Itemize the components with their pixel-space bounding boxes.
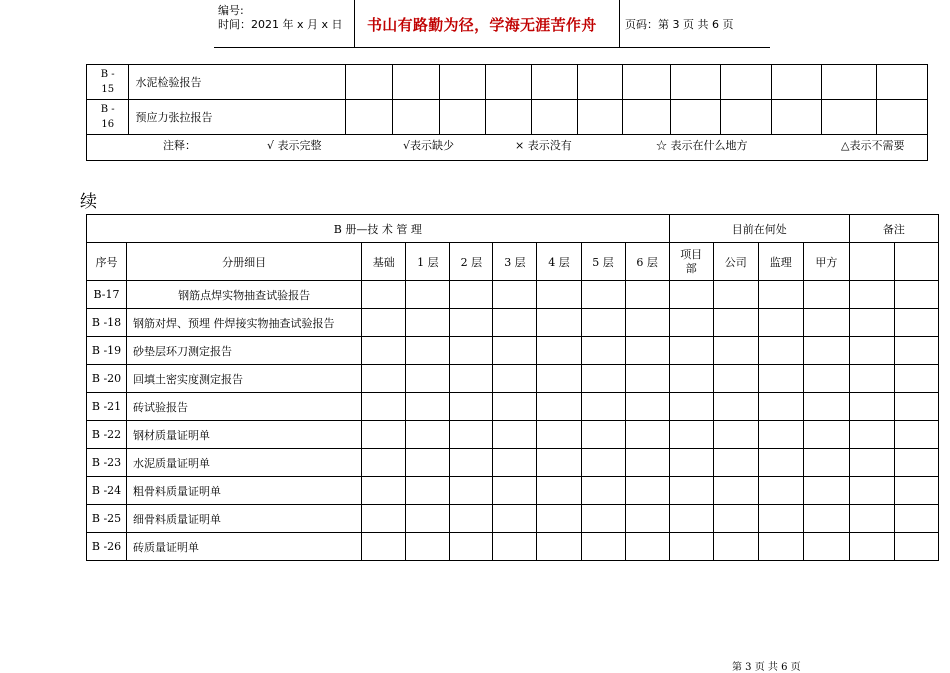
table-row: [87, 281, 939, 309]
status-cell[interactable]: [849, 533, 894, 561]
status-cell[interactable]: [450, 337, 493, 365]
status-cell[interactable]: [493, 449, 537, 477]
status-cell[interactable]: [670, 100, 720, 135]
status-cell[interactable]: [625, 449, 669, 477]
status-cell[interactable]: [450, 533, 493, 561]
status-cell[interactable]: [537, 449, 581, 477]
status-cell[interactable]: [493, 393, 537, 421]
top-records-table: [86, 64, 928, 161]
status-cell[interactable]: [758, 449, 803, 477]
status-cell[interactable]: [720, 100, 771, 135]
table-row: [87, 505, 939, 533]
col-header-company: 公司: [713, 243, 758, 281]
status-cell[interactable]: [625, 281, 669, 309]
status-cell[interactable]: [771, 65, 821, 100]
status-cell[interactable]: [758, 533, 803, 561]
status-cell[interactable]: [849, 309, 894, 337]
row-name: 钢筋点焊实物抽查试验报告: [127, 281, 362, 309]
status-cell[interactable]: [669, 309, 713, 337]
status-cell[interactable]: [623, 100, 671, 135]
row-code: B -24: [87, 477, 127, 505]
status-cell[interactable]: [493, 477, 537, 505]
status-cell[interactable]: [581, 533, 625, 561]
status-cell[interactable]: [849, 477, 894, 505]
status-cell[interactable]: [758, 477, 803, 505]
table-row: [87, 421, 939, 449]
status-cell[interactable]: [450, 505, 493, 533]
status-cell[interactable]: [493, 281, 537, 309]
status-cell[interactable]: [581, 477, 625, 505]
status-cell[interactable]: [581, 505, 625, 533]
header-left: [218, 4, 343, 32]
row-code: B-17: [87, 281, 127, 309]
status-cell[interactable]: [346, 100, 393, 135]
status-cell[interactable]: [537, 477, 581, 505]
status-cell[interactable]: [439, 100, 486, 135]
col-header-index: 序号: [87, 243, 127, 281]
status-cell[interactable]: [758, 337, 803, 365]
group-header-remarks: 备注: [849, 215, 938, 243]
row-name: 砖质量证明单: [127, 533, 362, 561]
status-cell[interactable]: [531, 100, 577, 135]
status-cell[interactable]: [625, 505, 669, 533]
status-cell[interactable]: [669, 477, 713, 505]
status-cell[interactable]: [803, 281, 849, 309]
status-cell[interactable]: [362, 393, 406, 421]
row-code-number: 15: [101, 84, 115, 95]
status-cell[interactable]: [876, 65, 927, 100]
document-number-label: 编号:: [218, 4, 244, 17]
status-cell[interactable]: [537, 365, 581, 393]
row-code: B -18: [87, 309, 127, 337]
main-group-header-row: [87, 215, 939, 243]
row-code: [87, 100, 129, 135]
table-row: [87, 533, 939, 561]
status-cell[interactable]: [803, 337, 849, 365]
status-cell[interactable]: [392, 100, 439, 135]
status-cell[interactable]: [894, 477, 938, 505]
status-cell[interactable]: [493, 337, 537, 365]
row-name: 水泥检验报告: [129, 65, 346, 100]
status-cell[interactable]: [894, 505, 938, 533]
document-date: 时间：2021 年 x 月 x 日: [218, 18, 343, 31]
status-cell[interactable]: [537, 281, 581, 309]
status-cell[interactable]: [450, 365, 493, 393]
status-cell[interactable]: [493, 533, 537, 561]
status-cell[interactable]: [713, 281, 758, 309]
status-cell[interactable]: [803, 309, 849, 337]
col-header-floor-4: 4 层: [537, 243, 581, 281]
col-header-floor-1: 1 层: [406, 243, 450, 281]
row-name: 水泥质量证明单: [127, 449, 362, 477]
status-cell[interactable]: [581, 365, 625, 393]
notes-cell: [87, 135, 928, 161]
status-cell[interactable]: [849, 365, 894, 393]
status-cell[interactable]: [821, 65, 876, 100]
status-cell[interactable]: [493, 505, 537, 533]
status-cell[interactable]: [362, 533, 406, 561]
status-cell[interactable]: [346, 65, 393, 100]
status-cell[interactable]: [450, 309, 493, 337]
note-missing: √表示缺少: [403, 139, 455, 152]
header-divider-left: [354, 0, 355, 48]
row-code: B -26: [87, 533, 127, 561]
col-header-floor-5: 5 层: [581, 243, 625, 281]
status-cell[interactable]: [625, 533, 669, 561]
row-code: B -25: [87, 505, 127, 533]
status-cell[interactable]: [670, 65, 720, 100]
status-cell[interactable]: [362, 477, 406, 505]
status-cell[interactable]: [625, 309, 669, 337]
status-cell[interactable]: [758, 505, 803, 533]
note-none: × 表示没有: [515, 139, 572, 152]
status-cell[interactable]: [803, 365, 849, 393]
row-code: B -23: [87, 449, 127, 477]
main-column-header-row: [87, 243, 939, 281]
row-name: 回填土密实度测定报告: [127, 365, 362, 393]
table-row: [87, 477, 939, 505]
status-cell[interactable]: [581, 421, 625, 449]
status-cell[interactable]: [406, 309, 450, 337]
status-cell[interactable]: [669, 505, 713, 533]
row-name: 钢筋对焊、预埋 件焊接实物抽查试验报告: [127, 309, 362, 337]
status-cell[interactable]: [894, 337, 938, 365]
status-cell[interactable]: [623, 65, 671, 100]
header-divider-right: [619, 0, 620, 48]
table-row: [87, 309, 939, 337]
row-name: 预应力张拉报告: [129, 100, 346, 135]
status-cell[interactable]: [493, 421, 537, 449]
status-cell[interactable]: [894, 421, 938, 449]
status-cell[interactable]: [758, 309, 803, 337]
status-cell[interactable]: [713, 421, 758, 449]
continued-label: 续: [80, 192, 97, 212]
group-header-location: 目前在何处: [669, 215, 849, 243]
status-cell[interactable]: [849, 421, 894, 449]
status-cell[interactable]: [669, 449, 713, 477]
status-cell[interactable]: [450, 421, 493, 449]
status-cell[interactable]: [439, 65, 486, 100]
status-cell[interactable]: [758, 393, 803, 421]
note-location: ☆ 表示在什么地方: [656, 139, 748, 152]
status-cell[interactable]: [713, 449, 758, 477]
col-header-floor-3: 3 层: [493, 243, 537, 281]
status-cell[interactable]: [406, 449, 450, 477]
status-cell[interactable]: [803, 505, 849, 533]
status-cell[interactable]: [537, 421, 581, 449]
status-cell[interactable]: [625, 477, 669, 505]
status-cell[interactable]: [450, 393, 493, 421]
status-cell[interactable]: [894, 281, 938, 309]
status-cell[interactable]: [849, 393, 894, 421]
status-cell[interactable]: [362, 505, 406, 533]
main-records-table: [86, 214, 939, 561]
row-name: 粗骨料质量证明单: [127, 477, 362, 505]
status-cell[interactable]: [803, 421, 849, 449]
status-cell[interactable]: [669, 421, 713, 449]
status-cell[interactable]: [406, 477, 450, 505]
table-row: [87, 65, 928, 100]
status-cell[interactable]: [406, 505, 450, 533]
header-page-number: 页码：第 3 页 共 6 页: [625, 18, 734, 31]
group-header-technical: B 册—技 术 管 理: [87, 215, 670, 243]
status-cell[interactable]: [713, 309, 758, 337]
status-cell[interactable]: [894, 449, 938, 477]
col-header-supervision: 监理: [758, 243, 803, 281]
status-cell[interactable]: [406, 393, 450, 421]
footer-page-number: 第 3 页 共 6 页: [732, 662, 801, 673]
row-code: B -21: [87, 393, 127, 421]
status-cell[interactable]: [713, 365, 758, 393]
col-header-client: 甲方: [803, 243, 849, 281]
status-cell[interactable]: [362, 365, 406, 393]
col-header-item: 分册细目: [127, 243, 362, 281]
status-cell[interactable]: [581, 449, 625, 477]
status-cell[interactable]: [669, 393, 713, 421]
status-cell[interactable]: [625, 393, 669, 421]
table-row: [87, 365, 939, 393]
status-cell[interactable]: [625, 337, 669, 365]
status-cell[interactable]: [771, 100, 821, 135]
status-cell[interactable]: [849, 337, 894, 365]
row-code-prefix: B -: [100, 104, 115, 115]
col-header-remarks-2: [894, 243, 938, 281]
row-code-prefix: B -: [100, 69, 115, 80]
status-cell[interactable]: [406, 533, 450, 561]
status-cell[interactable]: [450, 477, 493, 505]
status-cell[interactable]: [758, 365, 803, 393]
row-code-number: 16: [101, 119, 115, 130]
status-cell[interactable]: [537, 309, 581, 337]
status-cell[interactable]: [894, 393, 938, 421]
status-cell[interactable]: [581, 281, 625, 309]
status-cell[interactable]: [713, 505, 758, 533]
status-cell[interactable]: [581, 393, 625, 421]
status-cell[interactable]: [406, 281, 450, 309]
status-cell[interactable]: [894, 365, 938, 393]
note-complete: √ 表示完整: [267, 139, 322, 152]
row-name: 钢材质量证明单: [127, 421, 362, 449]
status-cell[interactable]: [713, 393, 758, 421]
status-cell[interactable]: [362, 337, 406, 365]
status-cell[interactable]: [713, 337, 758, 365]
status-cell[interactable]: [803, 393, 849, 421]
status-cell[interactable]: [537, 505, 581, 533]
status-cell[interactable]: [625, 365, 669, 393]
status-cell[interactable]: [821, 100, 876, 135]
table-row: [87, 449, 939, 477]
status-cell[interactable]: [486, 65, 532, 100]
status-cell[interactable]: [577, 100, 623, 135]
status-cell[interactable]: [450, 281, 493, 309]
status-cell[interactable]: [537, 533, 581, 561]
col-header-floor-2: 2 层: [450, 243, 493, 281]
status-cell[interactable]: [849, 281, 894, 309]
status-cell[interactable]: [894, 309, 938, 337]
status-cell[interactable]: [362, 309, 406, 337]
status-cell[interactable]: [669, 533, 713, 561]
status-cell[interactable]: [362, 449, 406, 477]
row-name: 砂垫层环刀测定报告: [127, 337, 362, 365]
status-cell[interactable]: [581, 309, 625, 337]
row-name: 细骨料质量证明单: [127, 505, 362, 533]
table-row: [87, 100, 928, 135]
status-cell[interactable]: [876, 100, 927, 135]
status-cell[interactable]: [803, 477, 849, 505]
status-cell[interactable]: [362, 421, 406, 449]
status-cell[interactable]: [720, 65, 771, 100]
status-cell[interactable]: [531, 65, 577, 100]
status-cell[interactable]: [362, 281, 406, 309]
status-cell[interactable]: [493, 365, 537, 393]
header-motto: 书山有路勤为径，学海无涯苦作舟: [367, 16, 597, 34]
status-cell[interactable]: [406, 421, 450, 449]
status-cell[interactable]: [669, 337, 713, 365]
status-cell[interactable]: [581, 337, 625, 365]
col-header-floor-6: 6 层: [625, 243, 669, 281]
status-cell[interactable]: [849, 449, 894, 477]
status-cell[interactable]: [849, 505, 894, 533]
row-code: B -19: [87, 337, 127, 365]
row-code: [87, 65, 129, 100]
status-cell[interactable]: [493, 309, 537, 337]
status-cell[interactable]: [577, 65, 623, 100]
status-cell[interactable]: [803, 533, 849, 561]
row-name: 砖试验报告: [127, 393, 362, 421]
status-cell[interactable]: [392, 65, 439, 100]
status-cell[interactable]: [406, 365, 450, 393]
row-code: B -20: [87, 365, 127, 393]
note-not-needed: △表示不需要: [841, 139, 905, 152]
status-cell[interactable]: [625, 421, 669, 449]
table-row: [87, 337, 939, 365]
status-cell[interactable]: [450, 449, 493, 477]
status-cell[interactable]: [894, 533, 938, 561]
status-cell[interactable]: [669, 365, 713, 393]
status-cell[interactable]: [669, 281, 713, 309]
status-cell[interactable]: [758, 281, 803, 309]
status-cell[interactable]: [537, 337, 581, 365]
status-cell[interactable]: [713, 533, 758, 561]
status-cell[interactable]: [406, 337, 450, 365]
status-cell[interactable]: [713, 477, 758, 505]
notes-label: 注释：: [163, 139, 196, 152]
header-rule: [214, 47, 770, 48]
notes-row: [87, 135, 928, 161]
col-header-project-dept: 项目部: [669, 243, 713, 281]
col-header-remarks-1: [849, 243, 894, 281]
table-row: [87, 393, 939, 421]
row-code: B -22: [87, 421, 127, 449]
status-cell[interactable]: [758, 421, 803, 449]
status-cell[interactable]: [486, 100, 532, 135]
col-header-base: 基础: [362, 243, 406, 281]
status-cell[interactable]: [803, 449, 849, 477]
status-cell[interactable]: [537, 393, 581, 421]
